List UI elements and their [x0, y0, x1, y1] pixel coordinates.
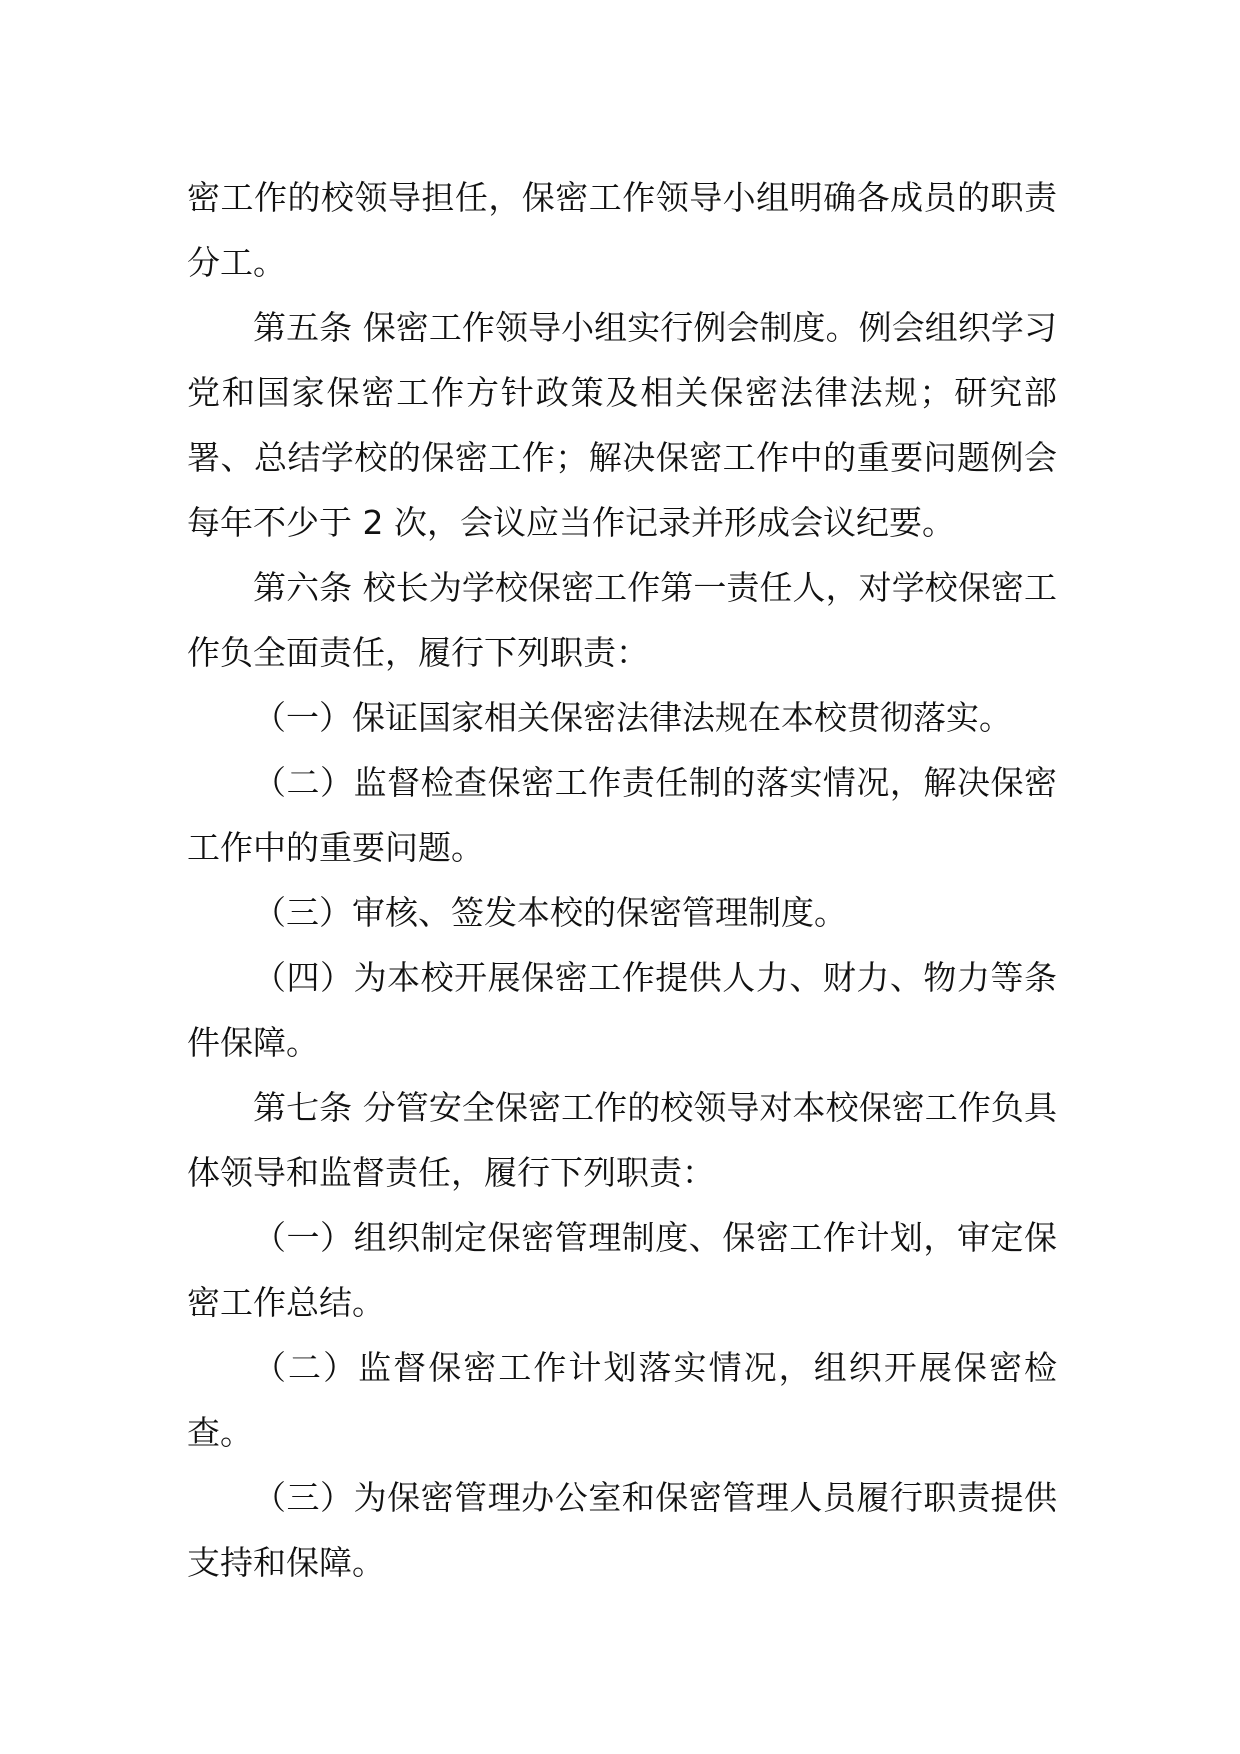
paragraph: 密工作的校领导担任，保密工作领导小组明确各成员的职责分工。	[187, 178, 1057, 282]
paragraph: 第六条 校长为学校保密工作第一责任人，对学校保密工作负全面责任，履行下列职责：	[187, 568, 1057, 672]
document-body	[187, 165, 1057, 1595]
paragraph: （一）保证国家相关保密法律法规在本校贯彻落实。	[253, 698, 1012, 737]
paragraph: （一）组织制定保密管理制度、保密工作计划，审定保密工作总结。	[187, 1218, 1057, 1322]
paragraph: （三）为保密管理办公室和保密管理人员履行职责提供支持和保障。	[187, 1478, 1057, 1582]
paragraph: （四）为本校开展保密工作提供人力、财力、物力等条件保障。	[187, 958, 1057, 1062]
paragraph: 第七条 分管安全保密工作的校领导对本校保密工作负具体领导和监督责任，履行下列职责：	[187, 1088, 1057, 1192]
paragraph: （二）监督保密工作计划落实情况，组织开展保密检查。	[187, 1348, 1057, 1452]
paragraph: 第五条 保密工作领导小组实行例会制度。例会组织学习党和国家保密工作方针政策及相关保密法律法规；研究部署、总结学校的保密工作；解决保密工作中的重要问题例会每年不少于 2 次，会议应当作记录并形成会议纪要。	[187, 308, 1057, 542]
paragraph: （二）监督检查保密工作责任制的落实情况，解决保密工作中的重要问题。	[187, 763, 1057, 867]
paragraph: （三）审核、签发本校的保密管理制度。	[253, 893, 847, 932]
